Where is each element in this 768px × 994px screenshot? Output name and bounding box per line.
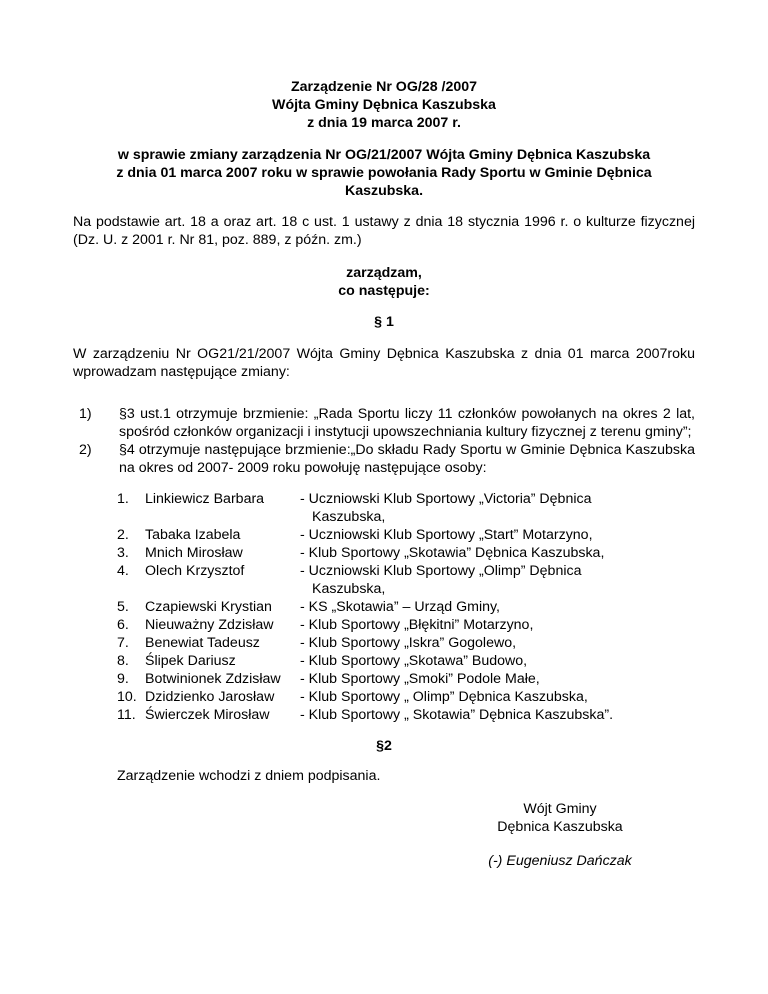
member-number: 8. <box>117 653 129 669</box>
amendments-list <box>79 405 695 477</box>
member-name: Czapiewski Krystian <box>145 599 272 615</box>
member-row <box>0 652 768 670</box>
subject-line-3: Kaszubska. <box>344 183 424 199</box>
member-name: Świerczek Mirosław <box>145 707 270 723</box>
section-1-heading: § 1 <box>374 314 394 330</box>
section-1-intro: W zarządzeniu Nr OG21/21/2007 Wójta Gminy Dębnica Kaszubska z dnia 01 marca 2007roku wprowadzam następujące zmiany: <box>73 346 695 380</box>
member-number: 10. <box>117 689 137 705</box>
member-name: Dzidzienko Jarosław <box>145 689 275 705</box>
member-club: - Klub Sportowy „ Skotawia” Dębnica Kaszubska”. <box>300 707 614 723</box>
decision-line-1: zarządzam, <box>346 265 422 281</box>
member-row <box>0 598 768 616</box>
member-club: - Klub Sportowy „Smoki” Podole Małe, <box>300 671 540 687</box>
member-club-line-1: - Uczniowski Klub Sportowy „Victoria” Dębnica <box>300 491 592 507</box>
member-club <box>300 490 660 526</box>
member-number: 9. <box>117 671 129 687</box>
decision-line-2: co następuje: <box>338 283 430 299</box>
member-row <box>0 616 768 634</box>
member-row <box>0 544 768 562</box>
decision-clause <box>0 264 768 300</box>
member-name: Mnich Mirosław <box>145 545 243 561</box>
subject-line-1: w sprawie zmiany zarządzenia Nr OG/21/2007 Wójta Gminy Dębnica Kaszubska <box>117 147 651 163</box>
member-club: - KS „Skotawia” – Urząd Gminy, <box>300 599 500 615</box>
member-name: Botwinionek Zdzisław <box>145 671 281 687</box>
member-row <box>0 670 768 688</box>
member-club-line-2: Kaszubska, <box>312 581 386 597</box>
member-club <box>300 562 660 598</box>
amendment-item <box>79 405 695 441</box>
member-number: 4. <box>117 563 129 579</box>
signer-title-2: Dębnica Kaszubska <box>497 819 623 835</box>
amendment-text: §3 ust.1 otrzymuje brzmienie: „Rada Sportu liczy 11 członków powołanych na okres 2 lat, spośród członków organizacji i instytucji upowszechniania kultury fizycznej z terenu gminy”; <box>119 406 695 440</box>
member-row <box>0 706 768 724</box>
members-list <box>0 490 768 724</box>
section-2-text: Zarządzenie wchodzi z dniem podpisania. <box>117 768 381 784</box>
signer-title-1: Wójt Gminy <box>523 801 597 817</box>
member-club: - Klub Sportowy „ Olimp” Dębnica Kaszubska, <box>300 689 588 705</box>
member-club: - Klub Sportowy „Iskra” Gogolewo, <box>300 635 517 651</box>
member-row <box>0 490 768 526</box>
member-number: 11. <box>117 707 136 723</box>
title-line-1: Zarządzenie Nr OG/28 /2007 <box>290 79 478 95</box>
member-name: Olech Krzysztof <box>145 563 245 579</box>
member-name: Nieuważny Zdzisław <box>145 617 274 633</box>
signer-name: (-) Eugeniusz Dańczak <box>488 853 632 869</box>
legal-basis: Na podstawie art. 18 a oraz art. 18 c ust. 1 ustawy z dnia 18 stycznia 1996 r. o kulturze fizycznej (Dz. U. z 2001 r. Nr 81, poz. 889, z późn. zm.) <box>73 214 695 248</box>
member-row <box>0 688 768 706</box>
member-club: - Klub Sportowy „Błękitni” Motarzyno, <box>300 617 534 633</box>
amendment-number: 2) <box>79 442 92 458</box>
member-row <box>0 634 768 652</box>
member-name: Linkiewicz Barbara <box>145 491 265 507</box>
member-row <box>0 526 768 544</box>
member-row <box>0 562 768 598</box>
title-line-2: Wójta Gminy Dębnica Kaszubska <box>272 97 496 113</box>
subject-line-2: z dnia 01 marca 2007 roku w sprawie powołania Rady Sportu w Gminie Dębnica <box>116 165 652 181</box>
signature-block <box>470 800 650 836</box>
member-club: - Klub Sportowy „Skotawa” Budowo, <box>300 653 528 669</box>
member-club-line-1: - Uczniowski Klub Sportowy „Olimp” Dębnica <box>300 563 582 579</box>
member-name: Ślipek Dariusz <box>145 653 236 669</box>
member-number: 7. <box>117 635 129 651</box>
member-name: Tabaka Izabela <box>145 527 241 543</box>
member-name: Benewiat Tadeusz <box>145 635 260 651</box>
document-title <box>0 78 768 132</box>
member-club-line-2: Kaszubska, <box>312 509 386 525</box>
section-2-heading: §2 <box>376 738 392 754</box>
amendment-number: 1) <box>79 406 92 422</box>
amendment-item <box>79 441 695 477</box>
member-club: - Uczniowski Klub Sportowy „Start” Motarzyno, <box>300 527 593 543</box>
member-number: 6. <box>117 617 129 633</box>
member-number: 1. <box>117 491 129 507</box>
document-subject <box>60 146 708 200</box>
member-number: 5. <box>117 599 129 615</box>
amendment-text: §4 otrzymuje następujące brzmienie:„Do składu Rady Sportu w Gminie Dębnica Kaszubska na okres od 2007- 2009 roku powołuję następujące osoby: <box>119 442 695 476</box>
member-club: - Klub Sportowy „Skotawia” Dębnica Kaszubska, <box>300 545 605 561</box>
member-number: 3. <box>117 545 129 561</box>
title-line-3: z dnia 19 marca 2007 r. <box>307 115 461 131</box>
member-number: 2. <box>117 527 129 543</box>
